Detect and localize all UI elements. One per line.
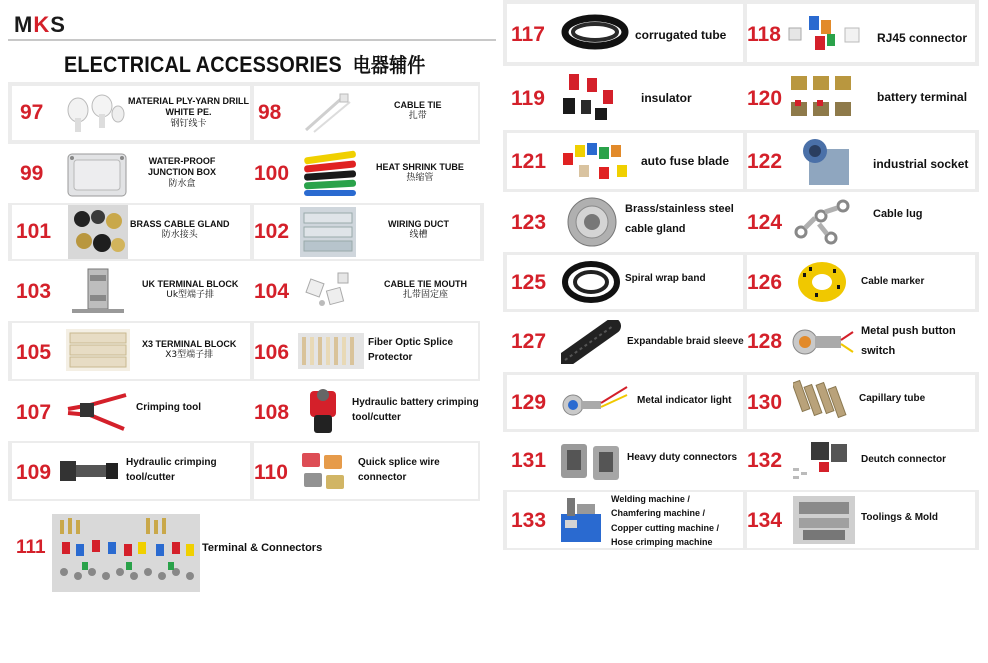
item-number: 104 bbox=[254, 280, 290, 303]
item-label: CABLE TIE 扎带 bbox=[394, 100, 442, 122]
deutch-connector-icon bbox=[791, 438, 857, 484]
push-button-switch-icon bbox=[791, 322, 855, 362]
catalog-item[interactable] bbox=[507, 434, 743, 488]
catalog-item[interactable] bbox=[12, 443, 250, 499]
battery-terminal-icon bbox=[787, 72, 863, 124]
item-number: 117 bbox=[511, 23, 545, 46]
tooling-mold-icon bbox=[793, 496, 855, 544]
cable-tie-icon bbox=[302, 92, 356, 134]
item-number: 106 bbox=[254, 341, 290, 364]
item-number: 101 bbox=[16, 220, 52, 243]
item-number: 129 bbox=[511, 391, 547, 414]
catalog-item[interactable] bbox=[254, 323, 478, 379]
catalog-item[interactable] bbox=[507, 492, 743, 548]
item-label: Hydraulic battery crimping tool/cutter bbox=[352, 397, 479, 423]
braid-sleeve-icon bbox=[561, 320, 621, 364]
item-label: corrugated tube bbox=[635, 28, 727, 42]
item-label: insulator bbox=[641, 91, 692, 105]
item-label: Metal push button switch bbox=[861, 325, 956, 357]
catalog-item[interactable] bbox=[254, 146, 478, 202]
catalog-item[interactable] bbox=[254, 383, 478, 439]
spiral-wrap-icon bbox=[561, 259, 621, 305]
fiber-splice-protector-icon bbox=[298, 333, 364, 369]
cable-gland-icon bbox=[68, 205, 128, 259]
catalog-item[interactable] bbox=[254, 443, 478, 499]
catalog-item[interactable] bbox=[12, 86, 250, 140]
catalog-item[interactable] bbox=[747, 133, 975, 189]
capillary-tube-icon bbox=[793, 377, 853, 427]
terminal-connectors-icon bbox=[52, 514, 200, 592]
catalog-item[interactable] bbox=[254, 205, 480, 259]
catalog-item[interactable] bbox=[507, 70, 743, 126]
item-label: Toolings & Mold bbox=[861, 512, 939, 523]
ply-yarn-clip-icon bbox=[64, 92, 126, 134]
cable-gland-steel-icon bbox=[563, 196, 621, 248]
item-number: 123 bbox=[511, 211, 547, 234]
welding-machine-icon bbox=[557, 494, 609, 546]
item-number: 122 bbox=[747, 150, 783, 173]
item-label: Welding machine / Chamfering machine / Copper cutting machine / Hose crimping machine bbox=[611, 494, 720, 548]
catalog-item[interactable] bbox=[12, 263, 250, 319]
item-number: 111 bbox=[16, 537, 46, 558]
item-label: Cable marker bbox=[861, 276, 925, 287]
item-number: 134 bbox=[747, 509, 783, 532]
item-label: Spiral wrap band bbox=[625, 273, 706, 284]
catalog-item[interactable] bbox=[747, 70, 975, 126]
catalog-item[interactable] bbox=[747, 434, 975, 488]
hydraulic-crimper-icon bbox=[298, 385, 348, 437]
x3-terminal-block-icon bbox=[66, 329, 130, 371]
cable-lug-icon bbox=[791, 196, 855, 248]
item-label: HEAT SHRINK TUBE 热缩管 bbox=[376, 162, 464, 184]
item-number: 103 bbox=[16, 280, 52, 303]
item-number: 108 bbox=[254, 401, 290, 424]
wiring-duct-icon bbox=[300, 207, 356, 257]
item-number: 127 bbox=[511, 330, 547, 353]
catalog-item[interactable] bbox=[254, 263, 478, 319]
catalog-item[interactable] bbox=[747, 492, 975, 548]
item-label: Terminal & Connectors bbox=[202, 542, 323, 554]
rj45-connector-icon bbox=[787, 12, 867, 56]
item-number: 105 bbox=[16, 341, 52, 364]
page-title: ELECTRICAL ACCESSORIES 电器辅件 bbox=[64, 52, 426, 77]
item-label: RJ45 connector bbox=[877, 31, 968, 45]
catalog-item[interactable] bbox=[747, 194, 975, 250]
item-number: 98 bbox=[258, 101, 282, 124]
item-number: 132 bbox=[747, 449, 783, 472]
header-divider bbox=[8, 39, 496, 41]
catalog-item[interactable] bbox=[747, 255, 975, 309]
terminal-block-icon bbox=[68, 265, 128, 317]
corrugated-tube-icon bbox=[561, 10, 629, 54]
item-number: 121 bbox=[511, 150, 547, 173]
item-label: CABLE TIE MOUTH 扎带固定座 bbox=[384, 279, 467, 301]
item-label: Hydraulic crimping tool/cutter bbox=[126, 457, 217, 483]
industrial-socket-icon bbox=[795, 135, 853, 187]
item-number: 128 bbox=[747, 330, 783, 353]
insulator-icon bbox=[559, 72, 619, 124]
item-number: 124 bbox=[747, 211, 783, 234]
catalog-item[interactable] bbox=[507, 255, 743, 309]
catalog-item[interactable] bbox=[254, 86, 478, 140]
item-label: Expandable braid sleeve bbox=[627, 336, 744, 347]
cable-marker-icon bbox=[795, 259, 849, 305]
item-number: 119 bbox=[511, 87, 545, 110]
catalog-item[interactable] bbox=[747, 314, 975, 370]
item-number: 133 bbox=[511, 509, 547, 532]
item-number: 126 bbox=[747, 271, 783, 294]
item-label: Brass/stainless steel cable gland bbox=[625, 203, 734, 235]
junction-box-icon bbox=[64, 148, 130, 200]
item-label: X3 TERMINAL BLOCK X3型端子排 bbox=[142, 339, 237, 361]
item-label: Deutch connector bbox=[861, 454, 947, 465]
item-number: 110 bbox=[254, 461, 288, 484]
item-number: 109 bbox=[16, 461, 52, 484]
hydraulic-crimping-tool-icon bbox=[58, 453, 120, 489]
catalog-item[interactable] bbox=[747, 375, 975, 429]
item-label: Crimping tool bbox=[136, 402, 201, 413]
catalog-item[interactable] bbox=[12, 323, 250, 379]
item-number: 131 bbox=[511, 449, 547, 472]
item-label: Metal indicator light bbox=[637, 395, 732, 406]
catalog-item[interactable] bbox=[507, 4, 743, 62]
item-number: 99 bbox=[20, 162, 44, 185]
catalog-item[interactable] bbox=[12, 383, 250, 439]
cable-tie-mount-icon bbox=[298, 267, 358, 315]
quick-splice-connector-icon bbox=[298, 449, 348, 493]
catalog-item[interactable] bbox=[12, 146, 250, 202]
item-label: industrial socket bbox=[873, 157, 969, 171]
item-number: 125 bbox=[511, 271, 547, 294]
item-number: 107 bbox=[16, 401, 52, 424]
item-number: 97 bbox=[20, 101, 44, 124]
item-label: Heavy duty connectors bbox=[627, 452, 738, 463]
item-number: 118 bbox=[747, 23, 781, 46]
item-label: Quick splice wire connector bbox=[358, 457, 440, 483]
item-label: auto fuse blade bbox=[641, 154, 730, 168]
item-number: 120 bbox=[747, 87, 783, 110]
item-label: Capillary tube bbox=[859, 393, 926, 404]
catalog-item[interactable] bbox=[8, 510, 388, 596]
item-label: battery terminal bbox=[877, 90, 968, 104]
item-label: WIRING DUCT 线槽 bbox=[388, 219, 449, 241]
item-label: Cable lug bbox=[873, 208, 923, 220]
brand-logo: MKS bbox=[14, 12, 66, 37]
catalog-item[interactable] bbox=[507, 375, 743, 429]
item-number: 100 bbox=[254, 162, 290, 185]
heat-shrink-tube-icon bbox=[300, 150, 360, 198]
item-label: MATERIAL PLY-YARN DRILL WHITE PE. 钢钉线卡 bbox=[128, 96, 250, 129]
item-label: Fiber Optic Splice Protector bbox=[368, 337, 454, 363]
item-label: BRASS CABLE GLAND 防水接头 bbox=[130, 219, 230, 241]
indicator-light-icon bbox=[559, 381, 629, 423]
item-label: UK TERMINAL BLOCK Uk型端子排 bbox=[142, 279, 239, 301]
item-number: 102 bbox=[254, 220, 290, 243]
catalog-item[interactable] bbox=[507, 133, 743, 189]
item-number: 130 bbox=[747, 391, 783, 414]
crimping-tool-icon bbox=[64, 389, 130, 433]
auto-fuse-blade-icon bbox=[559, 137, 635, 185]
catalog-item[interactable] bbox=[12, 205, 250, 259]
catalog-item[interactable] bbox=[507, 314, 743, 370]
catalog-item[interactable] bbox=[747, 4, 975, 62]
item-label: WATER-PROOF JUNCTION BOX 防水盒 bbox=[148, 156, 217, 189]
heavy-duty-connector-icon bbox=[559, 440, 621, 484]
catalog-item[interactable] bbox=[507, 194, 743, 250]
